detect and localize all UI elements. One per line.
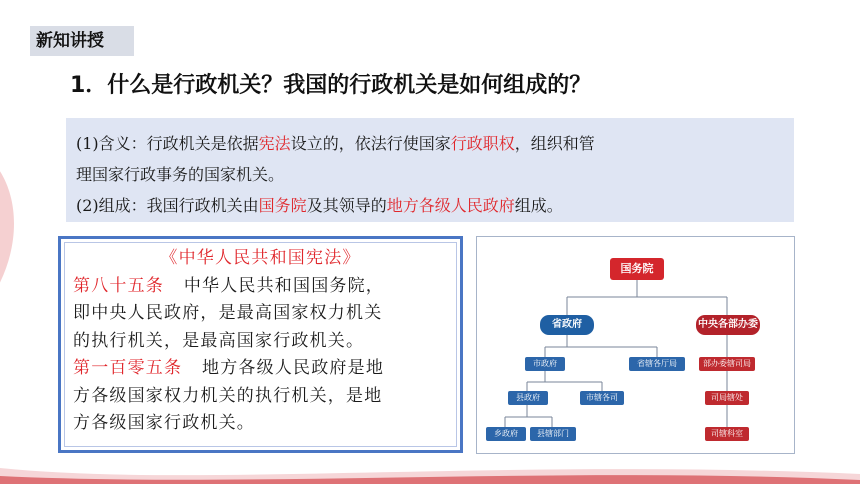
highlight-state-council: 国务院 [258, 196, 307, 215]
article-105-line-1 [73, 355, 448, 383]
highlight-constitution: 宪法 [258, 134, 291, 153]
article-85-line-1 [73, 273, 448, 301]
article-105-line-3: 方各级国家行政机关。 [73, 413, 255, 433]
definition-line-2: 理国家行政事务的国家机关。 [76, 165, 285, 184]
highlight-local-govt: 地方各级人民政府 [386, 196, 515, 215]
article-85-text: 中华人民共和国国务院， [183, 275, 385, 296]
definition-line-1 [76, 128, 782, 159]
org-node-ministry-bureaus: 部办委辖司局 [699, 357, 755, 371]
org-node-county: 县政府 [508, 391, 548, 405]
article-85-line-2: 即中央人民政府，是最高国家权力机关 [73, 303, 383, 323]
definition-text: 及其领导的 [306, 196, 387, 215]
page-heading: 1．什么是行政机关？我国的行政机关是如何组成的？ [70, 73, 592, 98]
definition-box [66, 118, 794, 222]
constitution-excerpt-box [58, 236, 463, 453]
org-node-county-depts: 县辖部门 [530, 427, 576, 441]
article-105-line-2: 方各级国家权力机关的执行机关，是地 [73, 385, 383, 406]
org-node-bureau-offices: 司局辖处 [705, 391, 749, 405]
definition-text: ，组织和管 [514, 134, 595, 153]
org-node-province-depts: 省辖各厅局 [629, 357, 685, 371]
org-node-province: 省政府 [540, 315, 594, 335]
definition-text: (2)组成：我国行政机关由 [76, 196, 259, 215]
definition-text: 组成。 [514, 196, 563, 215]
section-tag: 新知讲授 [30, 26, 134, 56]
highlight-admin-power: 行政职权 [450, 134, 515, 153]
org-node-office-sections: 司辖科室 [705, 427, 749, 441]
decorative-wave [0, 120, 50, 480]
org-node-city: 市政府 [525, 357, 565, 371]
article-105-label: 第一百零五条 [73, 358, 183, 378]
decorative-bottom-band [0, 458, 860, 484]
constitution-title: 《中华人民共和国宪法》 [160, 248, 361, 268]
org-node-state-council: 国务院 [610, 258, 664, 280]
definition-line-3 [76, 190, 782, 221]
article-85-line-3: 的执行机关，是最高国家行政机关。 [73, 330, 365, 351]
definition-text: (1)含义：行政机关是依据 [76, 134, 259, 153]
constitution-excerpt-inner [64, 242, 457, 447]
article-105-text: 地方各级人民政府是地 [202, 358, 385, 378]
org-node-city-depts: 市辖各司 [580, 391, 624, 405]
org-chart [476, 236, 795, 454]
org-node-central-ministries: 中央各部办委 [696, 315, 760, 335]
definition-text: 设立的，依法行使国家 [290, 134, 451, 153]
article-85-label: 第八十五条 [73, 275, 164, 296]
org-node-town: 乡政府 [486, 427, 526, 441]
